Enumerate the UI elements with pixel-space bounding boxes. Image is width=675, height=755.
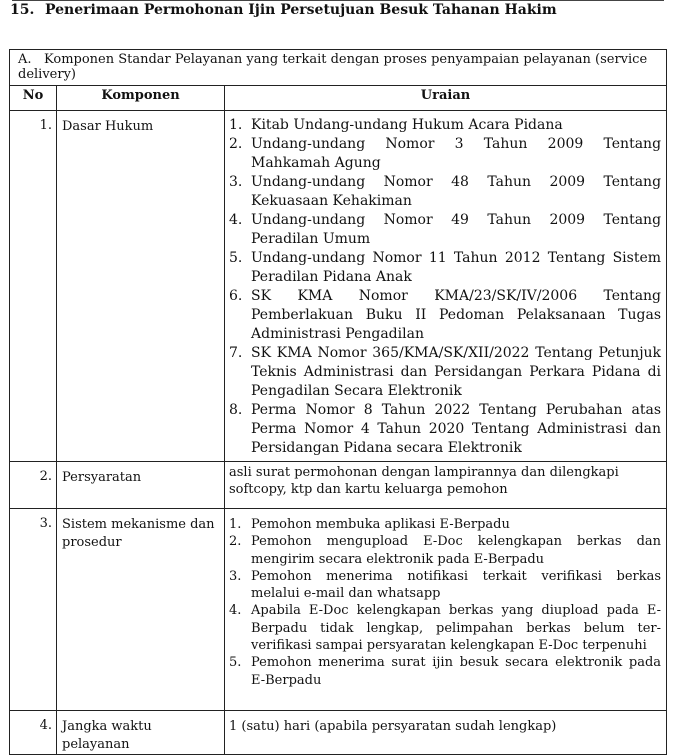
list-item xyxy=(229,249,661,287)
list-marker: 2. xyxy=(229,534,242,550)
list-item-text: Undang-undang Nomor 11 Tahun 2012 Tentang Sistem Peradilan Pidana Anak xyxy=(251,250,662,285)
list-marker: 8. xyxy=(229,402,243,418)
row-uraian: 1 (satu) hari (apabila persyaratan sudah lengkap) xyxy=(225,711,667,755)
list-item xyxy=(229,401,661,458)
list-marker: 3. xyxy=(229,568,242,584)
list-item-text: Apabila E-Doc kelengkapan berkas yang diupload pada E-Berpadu tidak lengkap, pelimpahan berkas belum ter-verifikasi sampai persyaratan kelengkapan E-Doc terpenuhi xyxy=(251,603,662,654)
list-marker: 2. xyxy=(229,136,243,152)
table-row xyxy=(10,711,667,755)
list-marker: 5. xyxy=(229,655,242,671)
table-row xyxy=(10,111,667,462)
list-marker: 4. xyxy=(229,212,243,228)
header-komponen: Komponen xyxy=(57,86,225,111)
table-row xyxy=(10,462,667,509)
list-item-text: Kitab Undang-undang Hukum Acara Pidana xyxy=(251,117,563,133)
list-item xyxy=(229,135,661,173)
list-marker: 1. xyxy=(229,117,243,133)
dasar-hukum-list xyxy=(229,116,661,458)
list-item xyxy=(229,116,661,135)
list-marker: 7. xyxy=(229,345,243,361)
row-komponen: Jangka waktu pelayanan xyxy=(57,711,225,755)
list-marker: 3. xyxy=(229,174,243,190)
list-marker: 1. xyxy=(229,517,242,532)
list-item-text: Pemohon menerima notifikasi terkait verifikasi berkas melalui e-mail dan whatsapp xyxy=(251,568,662,602)
list-item xyxy=(229,654,661,689)
section-number: 15. xyxy=(10,2,35,18)
row-number: 3. xyxy=(10,509,57,711)
row-number: 4. xyxy=(10,711,57,755)
table-row xyxy=(10,509,667,711)
list-item xyxy=(229,516,661,533)
prosedur-list xyxy=(229,516,661,689)
list-item xyxy=(229,211,661,249)
list-item xyxy=(229,287,661,344)
header-uraian: Uraian xyxy=(225,86,667,111)
row-uraian: asli surat permohonan dengan lampirannya dan dilengkapi softcopy, ktp dan kartu keluarga pemohon xyxy=(225,462,667,509)
row-komponen: Sistem mekanisme dan prosedur xyxy=(57,509,225,711)
list-item-text: Undang-undang Nomor 3 Tahun 2009 Tentang Mahkamah Agung xyxy=(251,136,662,171)
section-row-text: Komponen Standar Pelayanan yang terkait dengan proses penyampaian pelayanan (service delivery) xyxy=(18,52,648,82)
list-item-text: SK KMA Nomor 365/KMA/SK/XII/2022 Tentang Petunjuk Teknis Administrasi dan Persidangan Perkara Pidana di Pengadilan Secara Elektronik xyxy=(251,345,662,399)
row-komponen: Persyaratan xyxy=(57,462,225,509)
list-marker: 4. xyxy=(229,603,242,619)
section-row xyxy=(10,50,667,86)
section-row-label: A. xyxy=(18,52,32,67)
list-marker: 5. xyxy=(229,250,243,266)
row-uraian xyxy=(225,111,667,462)
list-item-text: Pemohon membuka aplikasi E-Berpadu xyxy=(251,517,510,532)
list-item xyxy=(229,568,661,603)
list-item-text: Undang-undang Nomor 49 Tahun 2009 Tentang Peradilan Umum xyxy=(251,212,662,247)
service-standard-table xyxy=(9,49,667,755)
list-marker: 6. xyxy=(229,288,243,304)
row-number: 2. xyxy=(10,462,57,509)
list-item xyxy=(229,344,661,401)
row-komponen: Dasar Hukum xyxy=(57,111,225,462)
list-item xyxy=(229,602,661,654)
section-title: Penerimaan Permohonan Ijin Persetujuan Besuk Tahanan Hakim xyxy=(45,2,557,18)
list-item-text: SK KMA Nomor KMA/23/SK/IV/2006 Tentang Pemberlakuan Buku II Pedoman Pelaksanaan Tugas Administrasi Pengadilan xyxy=(251,288,662,342)
row-number: 1. xyxy=(10,111,57,462)
list-item-text: Pemohon mengupload E-Doc kelengkapan berkas dan mengirim secara elektronik pada E-Berpadu xyxy=(251,534,662,567)
list-item-text: Pemohon menerima surat ijin besuk secara elektronik pada E-Berpadu xyxy=(251,655,662,688)
header-no: No xyxy=(10,86,57,111)
header-row xyxy=(10,86,667,111)
list-item xyxy=(229,173,661,211)
top-rule xyxy=(12,0,664,1)
list-item-text: Undang-undang Nomor 48 Tahun 2009 Tentang Kekuasaan Kehakiman xyxy=(251,174,662,209)
section-heading xyxy=(10,2,557,18)
row-uraian xyxy=(225,509,667,711)
list-item xyxy=(229,533,661,568)
list-item-text: Perma Nomor 8 Tahun 2022 Tentang Perubahan atas Perma Nomor 4 Tahun 2020 Tentang Administrasi dan Persidangan Pidana secara Elektronik xyxy=(251,402,662,456)
